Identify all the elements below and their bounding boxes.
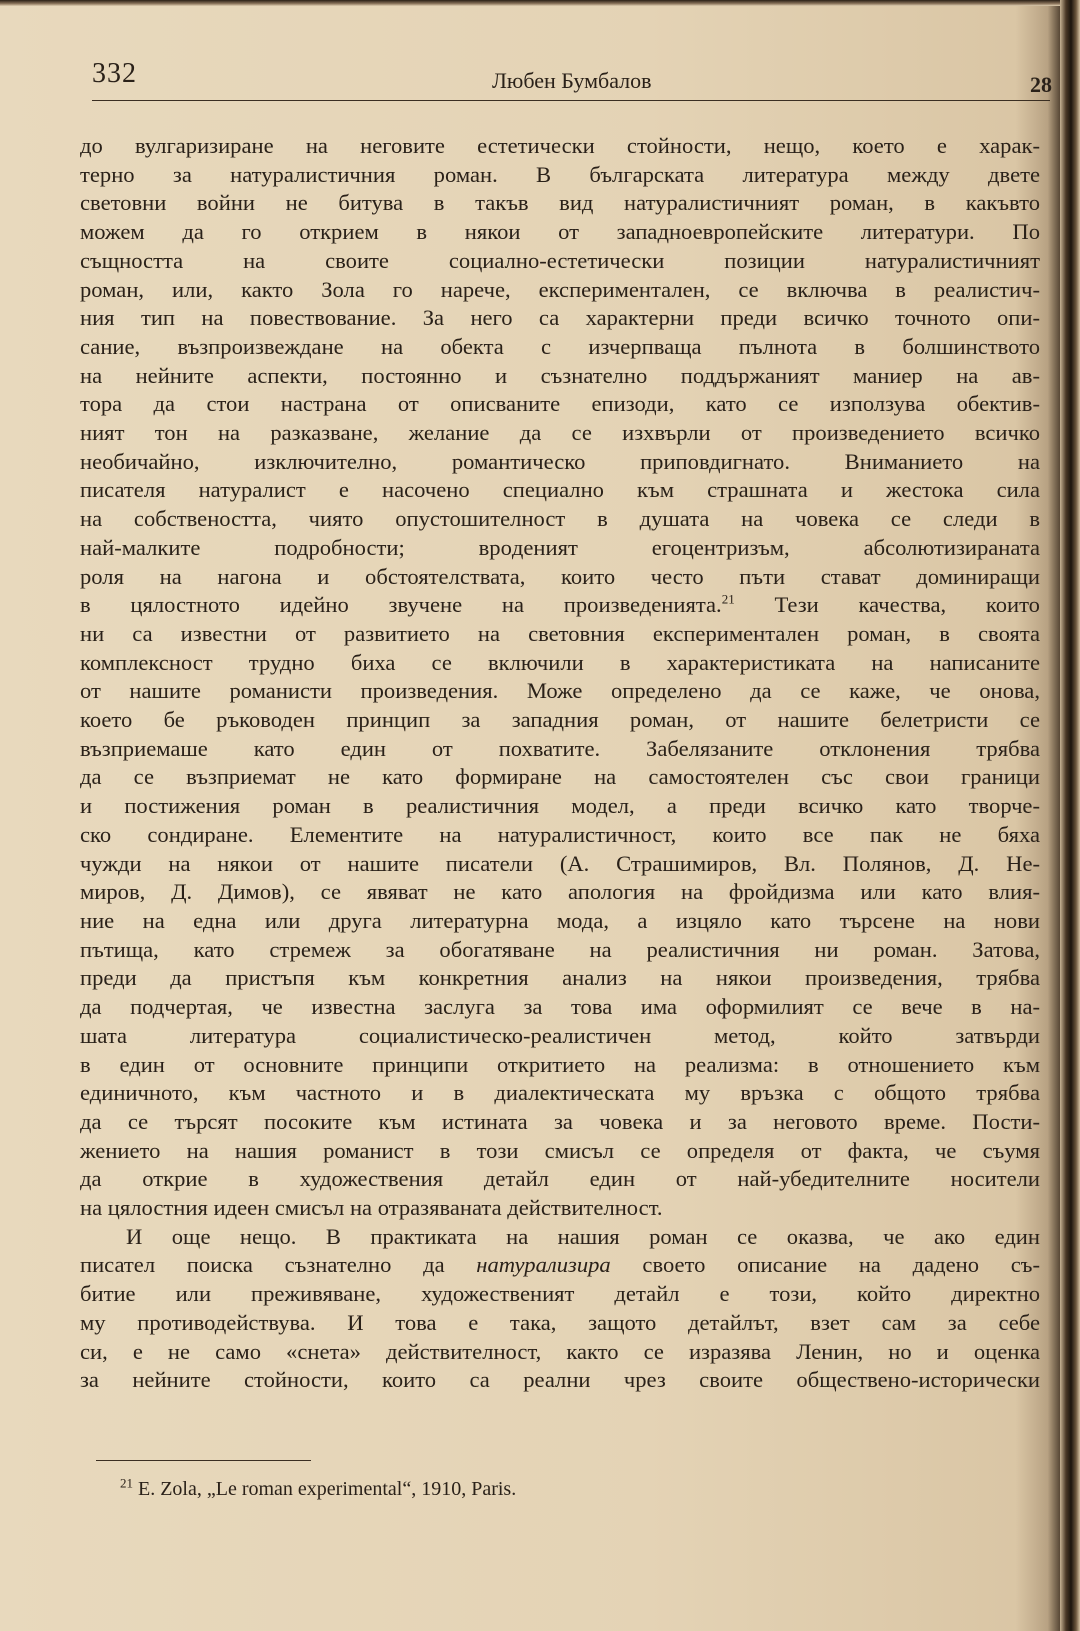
text-line: ният тон на разказване, желание да се изхвърли от произведението всичко — [80, 420, 1040, 446]
text-line: възприемаше като един от похватите. Забелязаните отклонения трябва — [80, 735, 1040, 761]
text-line: писателя натуралист е насочено специално към страшната и жестока сила — [80, 477, 1040, 503]
text-line: в един от основните принципи откритието на реализма: в отношението към — [80, 1051, 1040, 1077]
text-line: комплексност трудно биха се включили в характеристиката на написаните — [80, 649, 1040, 675]
edge-page-number: 28 — [1030, 72, 1052, 97]
text-line: на собствеността, чиято опустошителност в душата на човека се следи в — [80, 506, 1040, 532]
text-line: за нейните стойности, които са реални чрез своите обществено-исторически — [80, 1367, 1040, 1393]
text-line: роля на нагона и обстоятелствата, които често пъти стават доминиращи — [80, 563, 1040, 589]
emphasized-word: натурализира — [476, 1252, 611, 1278]
text-line: пътища, като стремеж за обогатяване на реалистичния ни роман. Затова, — [80, 936, 1040, 962]
paragraph-last-line: на цялостния идеен смисъл на отразяваната действителност. — [80, 1195, 663, 1221]
text-line: и постижения роман в реалистичния модел, а преди всичко като творче- — [80, 793, 1040, 819]
footnote — [120, 1475, 517, 1501]
text-segment: Тези качества, които — [734, 592, 1040, 618]
footnote-reference[interactable]: 21 — [721, 591, 735, 607]
text-line-with-emphasis — [80, 1251, 1040, 1280]
text-line: ния тип на повествование. За него са характерни преди всичко точното опи- — [80, 305, 1040, 331]
text-line-with-footnote-ref — [80, 591, 1040, 620]
text-line: тора да стои настрана от описваните епизоди, като се използува обектив- — [80, 391, 1040, 417]
footnote-separator — [96, 1460, 311, 1461]
header-rule — [92, 100, 1050, 101]
text-line: си, е не само «снета» действителност, както се изразява Ленин, но и оценка — [80, 1338, 1040, 1364]
page-number: 332 — [92, 58, 137, 89]
footnote-text: E. Zola, „Le roman experimental“, 1910, Paris. — [138, 1478, 517, 1500]
text-segment: в цялостното идейно звучене на произведенията. — [80, 592, 722, 618]
text-segment: писател поиска съзнателно да — [80, 1252, 477, 1278]
text-line: терно за натуралистичния роман. В българската литература между двете — [80, 161, 1040, 187]
text-line: шата литература социалистическо-реалистичен метод, който затвърди — [80, 1022, 1040, 1048]
text-line: ние на една или друга литературна мода, а изцяло като търсене на нови — [80, 907, 1040, 933]
text-line: жението на нашия романист в този смисъл се определя от факта, че съумя — [80, 1137, 1040, 1163]
running-head: Любен Бумбалов — [492, 68, 652, 93]
text-line: същността на своите социално-естетически позиции натуралистичният — [80, 247, 1040, 273]
text-line: необичайно, изключително, романтическо приповдигнато. Вниманието на — [80, 448, 1040, 474]
body-text — [80, 132, 1040, 1395]
text-line: да се търсят посоките към истината за човека и за неговото време. Пости- — [80, 1108, 1040, 1134]
footnote-number: 21 — [120, 1475, 133, 1491]
text-line: сание, възпроизвеждане на обекта с изчерпваща пълнота в болшинството — [80, 333, 1040, 359]
text-line: световни войни не битува в такъв вид натуралистичният роман, в какъвто — [80, 190, 1040, 216]
text-line: да се възприемат не като формиране на самостоятелен със свои граници — [80, 764, 1040, 790]
text-segment: своето описание на дадено съ- — [610, 1252, 1040, 1278]
text-line: което бе ръководен принцип за западния роман, от нашите белетристи се — [80, 707, 1040, 733]
text-line: роман, или, както Зола го нарече, експериментален, се включва в реалистич- — [80, 276, 1040, 302]
text-line: можем да го открием в някои от западноевропейските литератури. По — [80, 219, 1040, 245]
text-line: на нейните аспекти, постоянно и съзнателно поддържаният маниер на ав- — [80, 362, 1040, 388]
text-line: битие или преживяване, художественият детайл е този, който директно — [80, 1281, 1040, 1307]
page-header — [92, 54, 1052, 100]
book-spine-edge — [1060, 0, 1080, 1631]
paragraph-first-line: И още нещо. В практиката на нашия роман се оказва, че ако един — [126, 1223, 1040, 1249]
text-line: да подчертая, че известна заслуга за това има оформилият се вече в на- — [80, 994, 1040, 1020]
text-line: ни са известни от развитието на световния експериментален роман, в своята — [80, 620, 1040, 646]
text-line: до вулгаризиране на неговите естетически стойности, нещо, което е харак- — [80, 133, 1040, 158]
page-top-edge — [0, 0, 1080, 6]
text-line: най-малките подробности; врoденият егоцентризъм, абсолютизираната — [80, 534, 1040, 560]
text-line: миров, Д. Димов), се явяват не като апология на фройдизма или като влия- — [80, 879, 1040, 905]
text-line: от нашите романисти произведения. Може определено да се каже, че онова, — [80, 678, 1040, 704]
text-line: му противодействува. И това е така, защото детайлът, взет сам за себе — [80, 1309, 1040, 1335]
text-line: да открие в художествения детайл един от най-убедителните носители — [80, 1166, 1040, 1192]
text-line: преди да пристъпя към конкретния анализ на някои произведения, трябва — [80, 965, 1040, 991]
text-line: чужди на някои от нашите писатели (А. Страшимиров, Вл. Полянов, Д. Не- — [80, 850, 1040, 876]
text-line: единичното, към частното и в диалектическата му връзка с общото трябва — [80, 1080, 1040, 1106]
text-line: ско сондиране. Елементите на натуралистичност, които все пак не бяха — [80, 821, 1040, 847]
